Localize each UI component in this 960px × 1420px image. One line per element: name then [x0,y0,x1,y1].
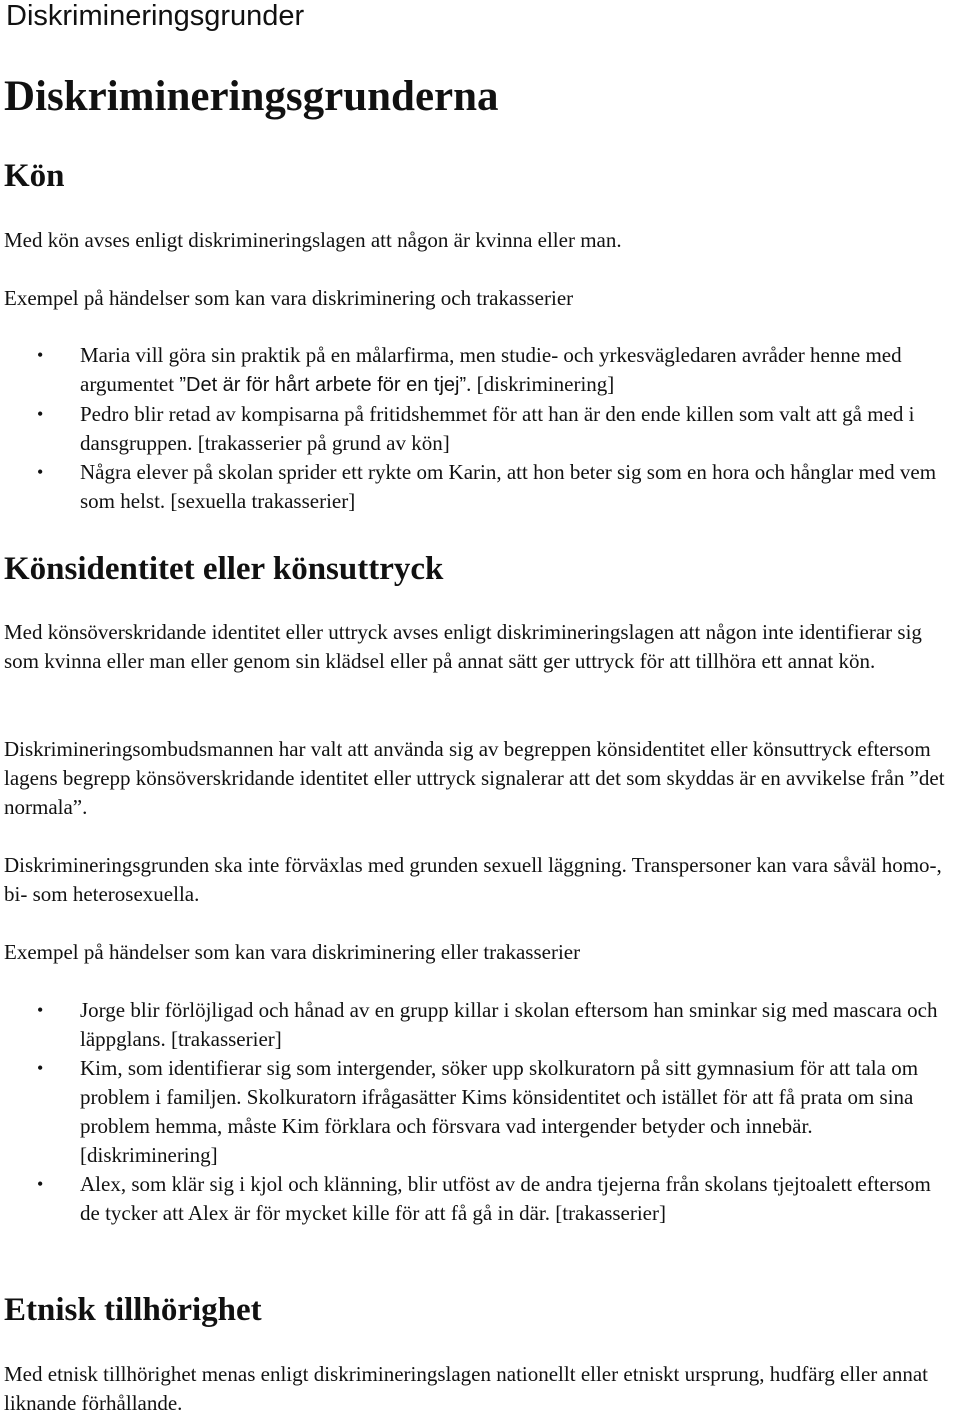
konsidentitet-distinction: Diskrimineringsgrunden ska inte förväxlas med grunden sexuell läggning. Transpersoner kan vara såväl homo-, bi- som heterosexuella. [4,853,942,906]
bullet-icon: • [37,404,44,424]
list-item-text: Maria vill göra sin praktik på en målarfirma, men studie- och yrkesvägledaren avråder henne med argumentet [80,343,902,396]
bullet-icon: • [37,1174,44,1194]
bullet-icon: • [37,345,44,365]
list-item [0,996,960,1054]
bullet-icon: • [37,1058,44,1078]
section-heading-kon: Kön [4,158,65,194]
kon-examples-intro: Exempel på händelser som kan vara diskriminering och trakasserier [4,286,574,310]
list-item-text: Jorge blir förlöjligad och hånad av en grupp killar i skolan eftersom han sminkar sig med mascara och läppglans. [trakasserier] [80,998,938,1051]
kon-examples-list [0,341,960,516]
section-heading-konsidentitet: Könsidentitet eller könsuttryck [4,551,444,587]
list-item-text: Alex, som klär sig i kjol och klänning, blir utföst av de andra tjejerna från skolans tjejtoalett eftersom de tycker att Alex är för mycket kille för att få gå in där. [trakasserier] [80,1172,931,1225]
konsidentitet-definition: Med könsöverskridande identitet eller uttryck avses enligt diskrimineringslagen att någon inte identifierar sig som kvinna eller man eller genom sin klädsel eller på annat sätt ger uttryck för att tillhöra ett annat kön. [4,620,922,673]
section-heading-etnisk: Etnisk tillhörighet [4,1292,262,1328]
bullet-icon: • [37,1000,44,1020]
list-item [0,1170,960,1228]
list-item [0,458,960,516]
list-item-text: Kim, som identifierar sig som intergender, söker upp skolkuratorn på sitt gymnasium för att tala om problem i familjen. Skolkuratorn ifrågasätter Kims könsidentitet och istället för att få prata om sina problem hemma, måste Kim förklara och försvara vad intergender betyder och innebär. [diskriminering] [80,1056,919,1167]
document-title: Diskrimineringsgrunder [6,0,305,32]
konsidentitet-terminology: Diskrimineringsombudsmannen har valt att använda sig av begreppen könsidentitet eller könsuttryck eftersom lagens begrepp könsöverskridande identitet eller uttryck signalerar att det som skyddas är en avvikelse från ”det normala”. [4,737,945,819]
page-heading: Diskrimineringsgrunderna [4,73,499,120]
list-item-text: Pedro blir retad av kompisarna på fritidshemmet för att han är den ende killen som valt att gå med i dansgruppen. [trakasserier på grund av kön] [80,402,915,455]
konsidentitet-examples-list [0,996,960,1228]
kon-definition: Med kön avses enligt diskrimineringslagen att någon är kvinna eller man. [4,228,622,252]
konsidentitet-examples-intro: Exempel på händelser som kan vara diskriminering eller trakasserier [4,940,581,964]
list-item [0,341,960,400]
list-item [0,400,960,458]
list-item-text: Några elever på skolan sprider ett rykte om Karin, att hon beter sig som en hora och hånglar med vem som helst. [sexuella trakasserier] [80,460,937,513]
etnisk-definition: Med etnisk tillhörighet menas enligt diskrimineringslagen nationellt eller etniskt ursprung, hudfärg eller annat liknande förhållande. [4,1362,928,1415]
list-item-tag: . [diskriminering] [466,372,615,396]
bullet-icon: • [37,462,44,482]
list-item [0,1054,960,1170]
list-item-quote: ”Det är för hårt arbete för en tjej” [179,374,467,396]
